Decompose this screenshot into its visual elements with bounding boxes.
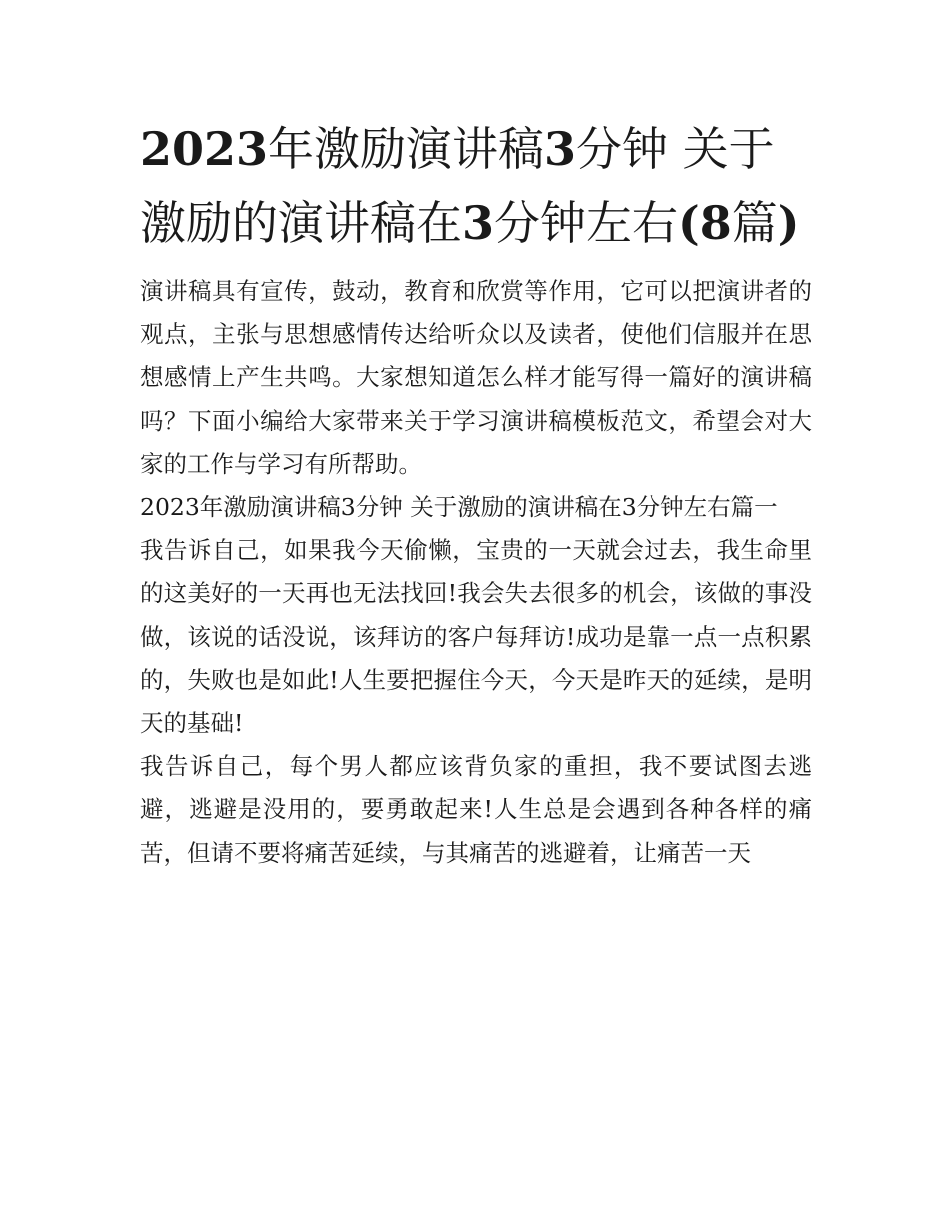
document-title: 2023年激励演讲稿3分钟 关于激励的演讲稿在3分钟左右(8篇) [140,122,800,250]
body-paragraph-2: 我告诉自己，每个男人都应该背负家的重担，我不要试图去逃避，逃避是没用的，要勇敢起来!人生总是会遇到各种各样的痛苦，但请不要将痛苦延续，与其痛苦的逃避着，让痛苦一天 [140,752,812,867]
body-paragraph-1: 我告诉自己，如果我今天偷懒，宝贵的一天就会过去，我生命里的这美好的一天再也无法找回!我会失去很多的机会，该做的事没做，该说的话没说，该拜访的客户每拜访!成功是靠一点一点积累的，失败也是如此!人生要把握住今天，今天是昨天的延续，是明天的基础! [140,536,812,738]
section-heading: 2023年激励演讲稿3分钟 关于激励的演讲稿在3分钟左右篇一 [140,493,778,522]
intro-paragraph: 演讲稿具有宣传，鼓动，教育和欣赏等作用，它可以把演讲者的观点，主张与思想感情传达给听众以及读者，使他们信服并在思想感情上产生共鸣。大家想知道怎么样才能写得一篇好的演讲稿吗？下面小编给大家带来关于学习演讲稿模板范文，希望会对大家的工作与学习有所帮助。 [140,277,812,478]
document-page [140,112,812,875]
